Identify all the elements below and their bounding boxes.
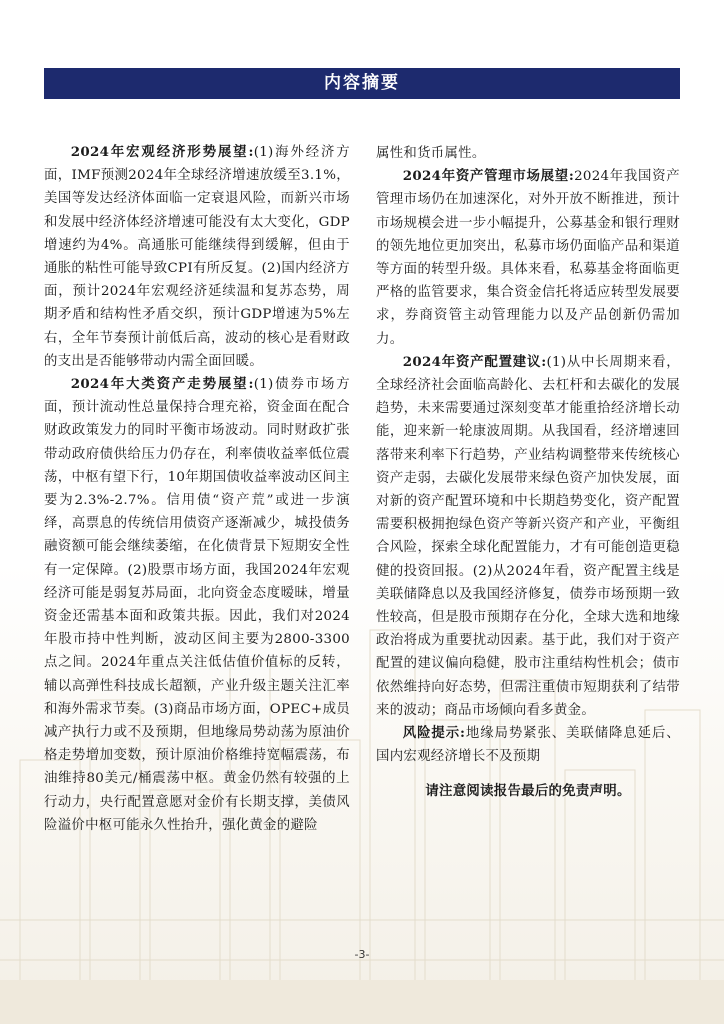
- risk-warning-text: 地缘局势紧张、美联储降息延后、国内宏观经济增长不及预期: [376, 726, 680, 765]
- page-number: -3-: [354, 948, 370, 961]
- right-column: [376, 142, 680, 804]
- asset-management-heading: 2024年资产管理市场展望:: [402, 168, 575, 185]
- macro-outlook-heading: 2024年宏观经济形势展望:: [70, 144, 254, 160]
- macro-outlook-paragraph: [44, 141, 350, 373]
- risk-warning-heading: 风险提示:: [402, 725, 466, 742]
- macro-outlook-text: (1)海外经济方面，IMF预测2024年全球经济增速放缓至3.1%，美国等发达经济体面临一定衰退风险，而新兴市场和发展中经济体经济增速可能没有太大变化，GDP增速约为4%。高通胀可能继续得到缓解，但由于通胀的粘性可能导致CPI有所反复。(2)国内经济方面，预计2024年宏观经济延续温和复苏态势，周期矛盾和结构性矛盾交织，预计GDP增速为5%左右，全年节奏预计前低后高，波动的核心是看财政的支出是否能够带动内需全面回暖。: [44, 145, 350, 369]
- allocation-advice-paragraph: [376, 351, 680, 722]
- asset-trend-text: (1)债券市场方面，预计流动性总量保持合理充裕，资金面在配合财政政策发力的同时平衡市场波动。同时财政扩张带动政府债供给压力仍存在，利率债收益率低位震荡，中枢有望下行，10年期国债收益率波动区间主要为2.3%-2.7%。信用债“资产荒”或进一步演绎，高票息的传统信用债资产逐渐减少，城投债务融资额可能会继续萎缩，在化债背景下短期安全性有一定保障。(2)股票市场方面，我国2024年宏观经济可能是弱复苏局面，北向资金态度暧昧，增量资金还需基本面和政策共振。因此，我们对2024年股市持中性判断，波动区间主要为2800-3300点之间。2024年重点关注低估值价值标的反转，辅以高弹性科技成长超额，产业升级主题关注汇率和海外需求节奏。(3)商品市场方面，OPEC+成员减产执行力或不及预期，但地缘局势动荡为原油价格走势增加变数，预计原油价格维持宽幅震荡，布油维持80美元/桶震荡中枢。黄金仍然有较强的上行动力，央行配置意愿对金价有长期支撑，美债风险溢价中枢可能永久性抬升，强化黄金的避险: [44, 377, 350, 833]
- left-column: [44, 141, 350, 837]
- risk-warning-paragraph: [376, 722, 680, 768]
- disclaimer-notice: 请注意阅读报告最后的免责声明。: [425, 783, 631, 800]
- section-title-banner: 内容摘要: [44, 68, 680, 99]
- allocation-advice-text: (1)从中长周期来看，全球经济社会面临高龄化、去杠杆和去碳化的发展趋势，未来需要通过深刻变革才能重拾经济增长动能，迎来新一轮康波周期。从我国看，经济增速回落带来利率下行趋势，产业结构调整带来传统核心资产走弱，去碳化发展带来绿色资产加快发展，面对新的资产配置环境和中长期趋势变化，资产配置需要积极拥抱绿色资产等新兴资产和产业，平衡组合风险，探索全球化配置能力，才有可能创造更稳健的投资回报。(2)从2024年看，资产配置主线是美联储降息以及我国经济修复，债券市场预期一致性较高，但是股市预期存在分化，全球大选和地缘政治将成为重要扰动因素。基于此，我们对于资产配置的建议偏向稳健，股市注重结构性机会；债市依然维持向好态势，但需注重债市短期获利了结带来的波动；商品市场倾向看多黄金。: [376, 354, 680, 718]
- asset-trend-heading: 2024年大类资产走势展望:: [70, 376, 254, 393]
- asset-trend-paragraph: [44, 373, 350, 837]
- asset-management-paragraph: [376, 165, 680, 351]
- allocation-advice-heading: 2024年资产配置建议:: [402, 353, 547, 370]
- asset-management-text: 2024年我国资产管理市场仍在加速深化，对外开放不断推进，预计市场规模会进一步小幅提升，公募基金和银行理财的领先地位更加突出，私募市场仍面临产品和渠道等方面的转型升级。具体来看，私募基金将面临更严格的监管要求，集合资金信托将适应转型发展要求，券商资管主动管理能力以及产品创新仍需加力。: [376, 169, 680, 347]
- continued-text: 属性和货币属性。: [376, 146, 486, 161]
